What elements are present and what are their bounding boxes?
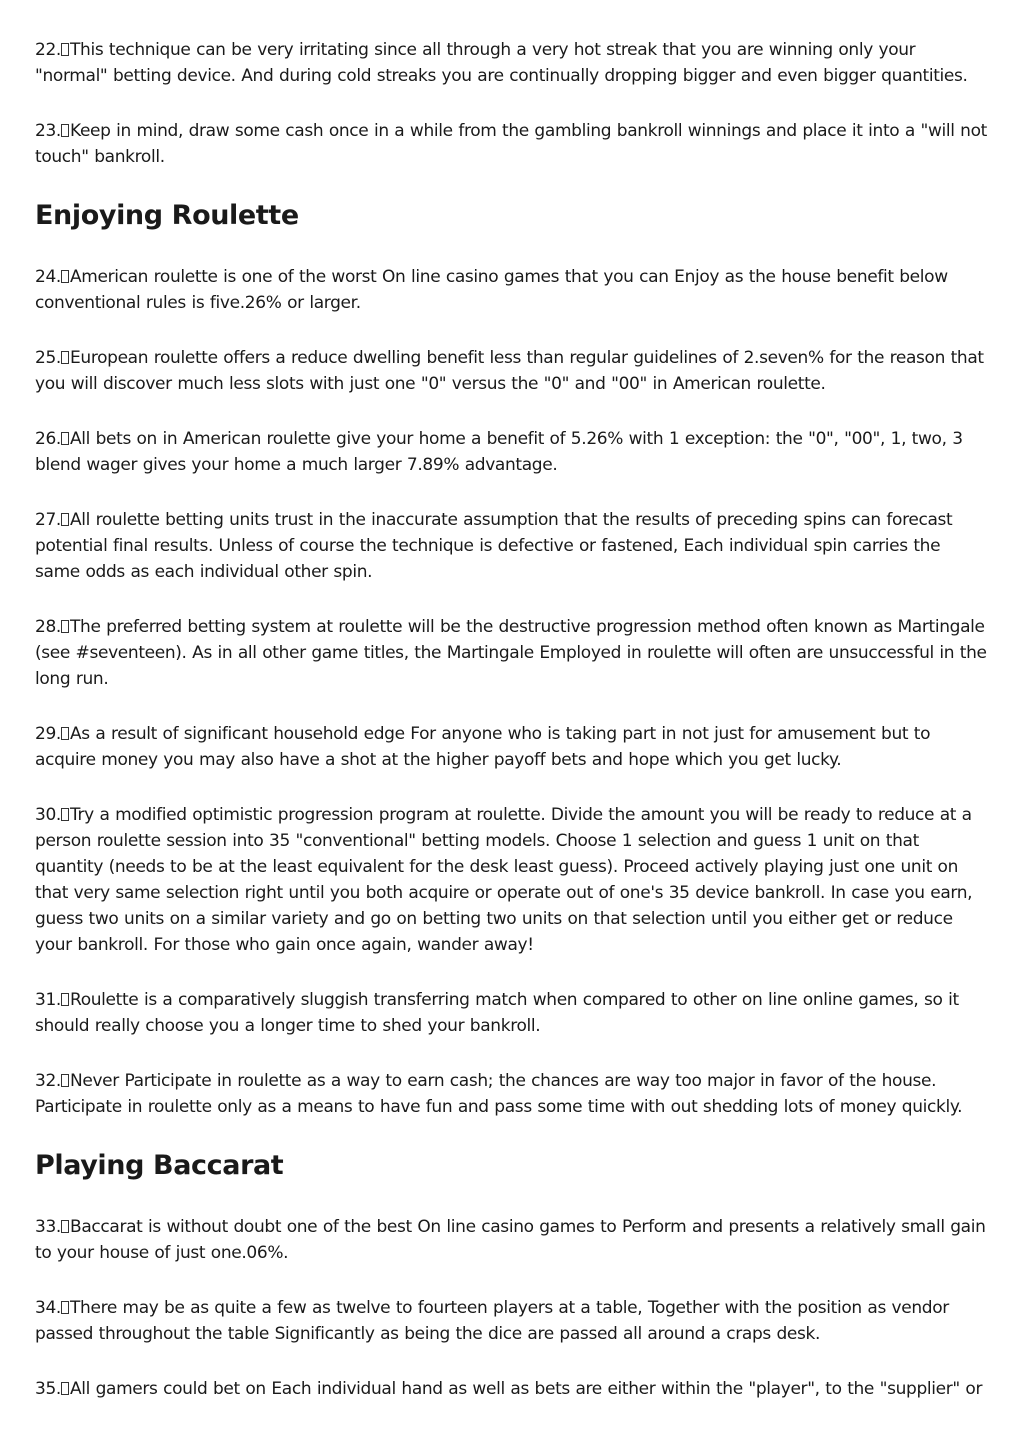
missing-glyph-icon	[61, 620, 69, 633]
paragraph-text: roulette betting units trust in the inaccurate assumption that the results of preceding spins can forecast potential final results. Unless of course the technique is defective or fastened, Each individual spin carries the same odds as each individual other spin.	[35, 510, 953, 582]
missing-glyph-icon	[61, 513, 69, 526]
missing-glyph-icon	[61, 124, 69, 137]
paragraph-number: 30.	[35, 805, 61, 825]
numbered-paragraph	[35, 1295, 990, 1347]
missing-glyph-icon	[61, 351, 69, 364]
paragraph-number: 34.	[35, 1298, 61, 1318]
paragraph-text: roulette offers a reduce dwelling benefit less than regular guidelines of 2.seven% for the reason that you will discover much less slots with just one "0" versus the "0" and "00" in American roulette.	[35, 348, 984, 394]
missing-glyph-icon	[61, 1301, 69, 1314]
numbered-paragraph	[35, 802, 990, 958]
numbered-paragraph	[35, 614, 990, 692]
paragraph-number: 27.	[35, 510, 61, 530]
numbered-paragraph	[35, 721, 990, 773]
paragraph-lead-word: As	[70, 724, 90, 744]
numbered-paragraph	[35, 1068, 990, 1120]
numbered-paragraph	[35, 345, 990, 397]
document-page	[35, 37, 990, 1431]
missing-glyph-icon	[61, 993, 69, 1006]
section-heading: Playing Baccarat	[35, 1150, 284, 1181]
paragraph-text: bets on in American roulette give your home a benefit of 5.26% with 1 exception: the "0", "00", 1, two, 3 blend wager gives your home a much larger 7.89% advantage.	[35, 429, 963, 475]
paragraph-lead-word: Keep	[70, 121, 111, 141]
paragraph-lead-word: American	[70, 267, 149, 287]
paragraph-text: may be as quite a few as twelve to fourteen players at a table, Together with the position as vendor passed throughout the table Significantly as being the dice are passed all around a craps desk.	[35, 1298, 949, 1344]
paragraph-number: 33.	[35, 1217, 61, 1237]
missing-glyph-icon	[61, 1074, 69, 1087]
numbered-paragraph	[35, 118, 990, 170]
paragraph-text: in mind, draw some cash once in a while from the gambling bankroll winnings and place it into a "will not touch" bankroll.	[35, 121, 987, 167]
paragraph-lead-word: Roulette	[70, 990, 139, 1010]
numbered-paragraph	[35, 37, 990, 89]
paragraph-number: 32.	[35, 1071, 61, 1091]
numbered-paragraph	[35, 1376, 990, 1402]
paragraph-text: roulette is one of the worst On line casino games that you can Enjoy as the house benefit below conventional rules is five.26% or larger.	[35, 267, 948, 313]
paragraph-text: a result of significant household edge For anyone who is taking part in not just for amusement but to acquire money you may also have a shot at the higher payoff bets and hope which you get lucky.	[35, 724, 931, 770]
paragraph-lead-word: All	[70, 510, 91, 530]
numbered-paragraph	[35, 987, 990, 1039]
missing-glyph-icon	[61, 727, 69, 740]
paragraph-lead-word: This	[70, 40, 104, 60]
paragraph-lead-word: There	[70, 1298, 117, 1318]
paragraph-number: 26.	[35, 429, 61, 449]
missing-glyph-icon	[61, 1382, 69, 1395]
section-heading: Enjoying Roulette	[35, 200, 299, 231]
paragraph-number: 25.	[35, 348, 61, 368]
paragraph-number: 22.	[35, 40, 61, 60]
numbered-paragraph	[35, 264, 990, 316]
paragraph-text: Participate in roulette as a way to earn cash; the chances are way too major in favor of the house. Participate in roulette only as a means to have fun and pass some time with out shedding lots of money quickly.	[35, 1071, 963, 1117]
numbered-paragraph	[35, 1214, 990, 1266]
paragraph-number: 28.	[35, 617, 61, 637]
paragraph-number: 23.	[35, 121, 61, 141]
missing-glyph-icon	[61, 1220, 69, 1233]
missing-glyph-icon	[61, 432, 69, 445]
missing-glyph-icon	[61, 43, 69, 56]
paragraph-lead-word: All	[70, 1379, 91, 1399]
paragraph-lead-word: Try	[70, 805, 94, 825]
missing-glyph-icon	[61, 808, 69, 821]
paragraph-number: 31.	[35, 990, 61, 1010]
paragraph-number: 35.	[35, 1379, 61, 1399]
numbered-paragraph	[35, 426, 990, 478]
paragraph-number: 29.	[35, 724, 61, 744]
paragraph-lead-word: Baccarat	[70, 1217, 143, 1237]
paragraph-text: gamers could bet on Each individual hand as well as bets are either within the "player", to the "supplier" or	[90, 1379, 983, 1399]
missing-glyph-icon	[61, 270, 69, 283]
paragraph-text: is a comparatively sluggish transferring match when compared to other on line online games, so it should really choose you a longer time to shed your bankroll.	[35, 990, 959, 1036]
paragraph-lead-word: All	[70, 429, 91, 449]
paragraph-number: 24.	[35, 267, 61, 287]
paragraph-lead-word: The	[70, 617, 101, 637]
paragraph-text: is without doubt one of the best On line casino games to Perform and presents a relatively small gain to your house of just one.06%.	[35, 1217, 986, 1263]
paragraph-text: preferred betting system at roulette will be the destructive progression method often known as Martingale (see #seventeen). As in all other game titles, the Martingale Employed in roulette will often are unsuccessful in the long run.	[35, 617, 987, 689]
paragraph-text: technique can be very irritating since all through a very hot streak that you are winning only your "normal" betting device. And during cold streaks you are continually dropping bigger and even bigger quantities.	[35, 40, 968, 86]
numbered-paragraph	[35, 507, 990, 585]
paragraph-lead-word: European	[70, 348, 149, 368]
paragraph-lead-word: Never	[70, 1071, 119, 1091]
paragraph-text: a modified optimistic progression program at roulette. Divide the amount you will be ready to reduce at a person roulette session into 35 "conventional" betting models. Choose 1 selection and guess 1 unit on that quantity (needs to be at the least equivalent for the desk least guess). Proceed actively playing just one unit on that very same selection right until you both acquire or operate out of one's 35 device bankroll. In case you earn, guess two units on a similar variety and go on betting two units on that selection until you either get or reduce your bankroll. For those who gain once again, wander away!	[35, 805, 973, 955]
